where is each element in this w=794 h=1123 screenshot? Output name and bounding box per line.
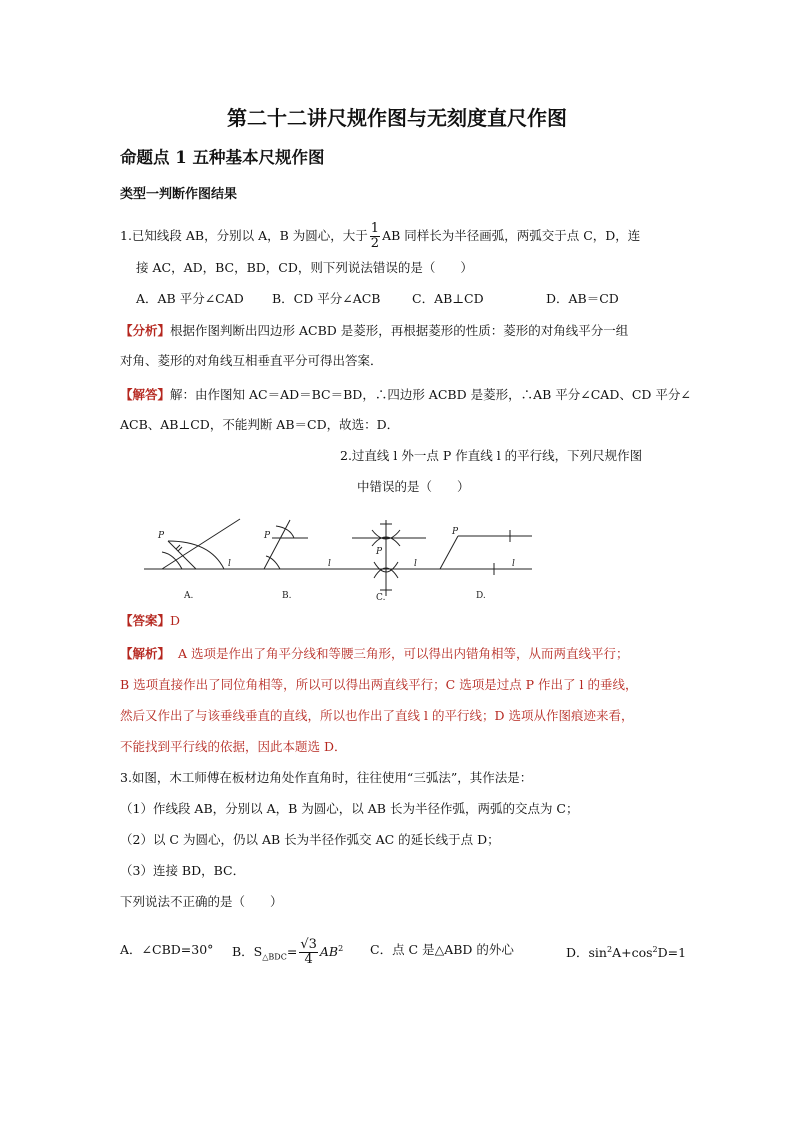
figure-d: [422, 530, 532, 575]
q3-option-d: [566, 941, 686, 962]
figure-c: [344, 520, 430, 596]
page-title: 第二十二讲尺规作图与无刻度直尺作图: [227, 106, 567, 130]
q1-analysis-line1: [120, 322, 628, 340]
fig-a-caption: A.: [184, 591, 194, 601]
q1-frac-num: 1: [370, 221, 380, 236]
fig-d-point-label: P: [452, 527, 459, 537]
q2-answer-tag: 【答案】: [120, 613, 171, 628]
q3-optb-fraction: [299, 938, 318, 967]
fig-c-caption: C.: [376, 593, 386, 602]
q3-optb-pre: B．S: [232, 944, 263, 960]
q1-answer-line1: [120, 386, 691, 404]
figure-b: [244, 520, 348, 569]
fig-a-point-label: P: [158, 531, 165, 541]
fig-b-caption: B.: [282, 591, 292, 601]
q1-analysis-line2: 对角、菱形的对角线互相垂直平分可得出答案．: [120, 353, 383, 368]
q3-optb-num: √3: [300, 937, 317, 953]
q3-question: 下列说法不正确的是（ ）: [120, 894, 283, 909]
q1-option-c: C．AB⊥CD: [412, 291, 484, 306]
q2-line1: 2.过直线 l 外一点 P 作直线 l 的平行线，下列尺规作图: [340, 448, 643, 463]
q1-line1-a: 1.已知线段 AB，分别以 A，B 为圆心，大于: [120, 228, 368, 243]
q1-option-a: A．AB 平分∠CAD: [136, 291, 244, 306]
q3-optb-eq: =: [286, 944, 298, 960]
parallel-construction-figure: [140, 516, 540, 602]
q3-optd-pre: D．sin: [566, 945, 607, 961]
q1-answer-text1: 解：由作图知 AC＝AD＝BC＝BD，∴四边形 ACBD 是菱形，∴AB 平分∠CAD、CD 平分∠: [170, 387, 691, 402]
q1-fraction: [370, 222, 380, 251]
q1-option-d: D．AB＝CD: [546, 291, 619, 306]
fig-d-line-label: l: [512, 559, 515, 569]
q3-optb-sup: 2: [338, 944, 344, 953]
figure-a: [144, 519, 258, 569]
q2-explain-line3: 然后又作出了与该垂线垂直的直线，所以也作出了直线 l 的平行线；D 选项从作图痕迹来看，: [120, 708, 634, 723]
q3-optd-sup1: 2: [607, 945, 613, 954]
q1-option-b: B．CD 平分∠ACB: [272, 291, 381, 306]
q3-optd-mid: A+cos: [612, 945, 653, 961]
q3-option-a: A．∠CBD=30°: [120, 942, 214, 957]
q1-frac-den: 2: [370, 236, 380, 251]
q3-optb-sub: △BDC: [262, 952, 287, 962]
q3-option-c: C．点 C 是△ABD 的外心: [370, 942, 514, 957]
q3-step2: （2）以 C 为圆心，仍以 AB 长为半径作弧交 AC 的延长线于点 D；: [120, 832, 500, 847]
q2-explain-tag: 【解析】: [120, 646, 171, 661]
q2-line2: 中错误的是（ ）: [357, 479, 470, 494]
q2-answer-value: D: [170, 613, 181, 628]
q1-analysis-text1: 根据作图判断出四边形 ACBD 是菱形，再根据菱形的性质：菱形的对角线平分一组: [170, 323, 629, 338]
fig-c-point-label: P: [376, 547, 383, 557]
q1-answer-line2: ACB、AB⊥CD，不能判断 AB＝CD，故选：D．: [120, 417, 400, 432]
q1-line1-b: AB 同样长为半径画弧，两弧交于点 C，D，连: [382, 228, 641, 243]
q2-explain-text1: A 选项是作出了角平分线和等腰三角形，可以得出内错角相等，从而两直线平行；: [177, 646, 629, 661]
q1-line2: 接 AC，AD，BC，BD，CD，则下列说法错误的是（ ）: [136, 260, 473, 275]
q3-line1: 3.如图，木工师傅在板材边角处作直角时，往往使用“三弧法”，其作法是：: [120, 770, 533, 785]
q2-answer-line: [120, 612, 180, 630]
q3-step3: （3）连接 BD，BC．: [120, 863, 246, 878]
q1-analysis-tag: 【分析】: [120, 323, 171, 338]
fig-d-caption: D.: [476, 591, 486, 601]
q1-answer-tag: 【解答】: [120, 387, 171, 402]
q2-explain-line1: [120, 645, 628, 663]
fig-c-line-label: l: [414, 559, 417, 569]
q2-explain-line4: 不能找到平行线的依据，因此本题选 D．: [120, 739, 347, 754]
q3-optd-sup2: 2: [652, 945, 658, 954]
fig-b-point-label: P: [264, 531, 271, 541]
q1-line1: [120, 222, 640, 251]
q3-step1: （1）作线段 AB，分别以 A，B 为圆心，以 AB 长为半径作弧，两弧的交点为 C；: [120, 801, 579, 816]
q3-optb-tail: AB: [319, 944, 339, 960]
fig-b-line-label: l: [328, 559, 331, 569]
subsection-heading: 类型一判断作图结果: [120, 187, 238, 202]
fig-a-line-label: l: [228, 559, 231, 569]
q3-optd-end: D=1: [657, 945, 687, 961]
section-heading: 命题点 1 五种基本尺规作图: [120, 148, 325, 167]
q2-explain-line2: B 选项直接作出了同位角相等，所以可以得出两直线平行；C 选项是过点 P 作出了 l 的垂线，: [120, 677, 638, 692]
q3-option-b: [232, 928, 343, 979]
q3-optb-den: 4: [304, 952, 313, 968]
